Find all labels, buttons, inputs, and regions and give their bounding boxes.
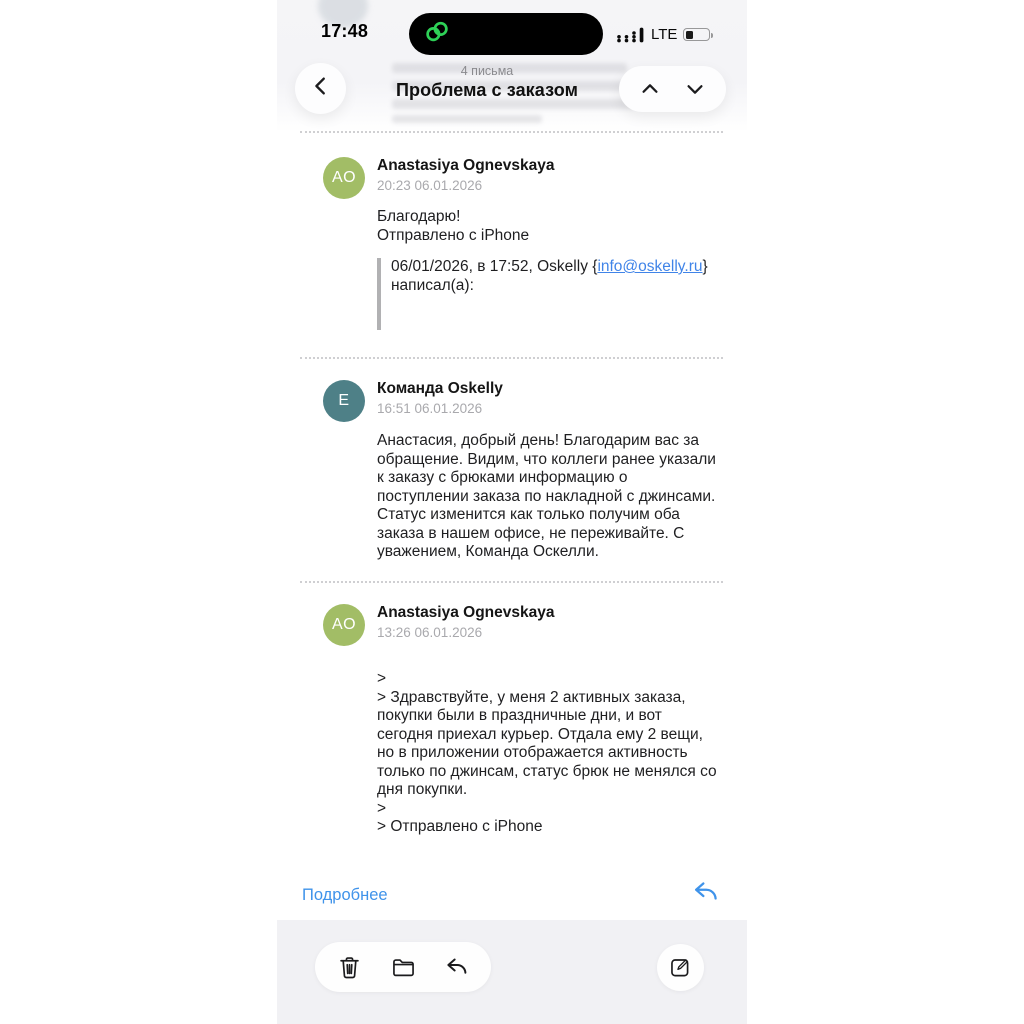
battery-nub — [711, 33, 714, 38]
avatar: E — [323, 380, 365, 422]
compose-icon — [668, 955, 693, 980]
message-header — [377, 380, 721, 417]
bottom-toolbar — [277, 920, 747, 1024]
back-button[interactable] — [295, 63, 346, 114]
network-type-label: LTE — [651, 26, 678, 43]
blurred-text-line — [392, 115, 542, 123]
reply-icon[interactable] — [690, 876, 722, 913]
sender-name: Anastasiya Ognevskaya — [377, 157, 555, 174]
folder-icon — [390, 954, 417, 981]
quote-text: 06/01/2026, в 17:52, Oskelly { — [391, 258, 598, 275]
thread-title-block — [357, 64, 617, 101]
message-separator — [300, 581, 723, 583]
message-body — [377, 670, 721, 837]
details-link[interactable]: Подробнее — [302, 886, 388, 904]
message-separator — [300, 357, 723, 359]
cellular-signal-icon — [616, 27, 646, 48]
message-date: 13:26 06.01.2026 — [377, 625, 483, 640]
chevron-left-icon — [310, 75, 332, 102]
body-line: > — [377, 799, 387, 817]
toolbar-actions-pill — [315, 942, 491, 992]
green-link-rings-icon — [422, 19, 452, 49]
quoted-message — [377, 258, 721, 330]
message-date: 20:23 06.01.2026 — [377, 178, 483, 193]
battery-icon — [683, 28, 710, 41]
thread-message-count: 4 письма — [460, 64, 514, 78]
body-line: Благодарю! — [377, 208, 461, 225]
message-body: Анастасия, добрый день! Благодарим вас за обращение. Видим, что коллеги ранее указали к заказу с брюками информацию о поступлении заказа по накладной с джинсами. Статус изменится как только получим оба заказа в нашем офисе, не переживайте. С уважением, Команда Оскелли. — [377, 432, 716, 560]
trash-icon — [336, 954, 363, 981]
header — [277, 0, 747, 132]
mail-thread-view — [277, 0, 747, 1024]
quote-text: } написал(а): — [391, 258, 708, 294]
prev-next-pill — [619, 66, 726, 112]
message-body — [377, 208, 721, 245]
move-to-folder-button[interactable] — [383, 942, 423, 992]
email-link[interactable]: info@oskelly.ru — [597, 258, 703, 275]
message-header — [377, 604, 721, 641]
body-line: Отправлено с iPhone — [377, 226, 530, 244]
status-time: 17:48 — [321, 21, 369, 41]
previous-message-button[interactable] — [635, 66, 665, 112]
sender-name: Команда Oskelly — [377, 380, 503, 397]
message-date: 16:51 06.01.2026 — [377, 401, 483, 416]
body-line: > Здравствуйте, у меня 2 активных заказа, покупки были в праздничные дни, и вот сегодня приехал курьер. Отдала ему 2 вещи, но в приложении отображается активность только по джинсам, статус брюк не менялся со дня покупки. — [377, 688, 717, 798]
message-item[interactable] — [323, 157, 721, 330]
reply-button[interactable] — [437, 942, 477, 992]
reply-icon — [443, 953, 471, 981]
avatar: AO — [323, 604, 365, 646]
body-line: > — [377, 670, 387, 687]
compose-button[interactable] — [657, 944, 704, 991]
message-item[interactable] — [323, 380, 721, 562]
sender-name: Anastasiya Ognevskaya — [377, 604, 555, 621]
body-line: > Отправлено с iPhone — [377, 818, 543, 835]
message-item[interactable] — [323, 604, 721, 837]
message-header — [377, 157, 721, 194]
delete-button[interactable] — [329, 942, 369, 992]
dynamic-island[interactable] — [409, 13, 603, 55]
thread-title: Проблема с заказом — [395, 80, 578, 100]
avatar: AO — [323, 157, 365, 199]
battery-fill — [686, 31, 693, 39]
next-message-button[interactable] — [680, 66, 710, 112]
